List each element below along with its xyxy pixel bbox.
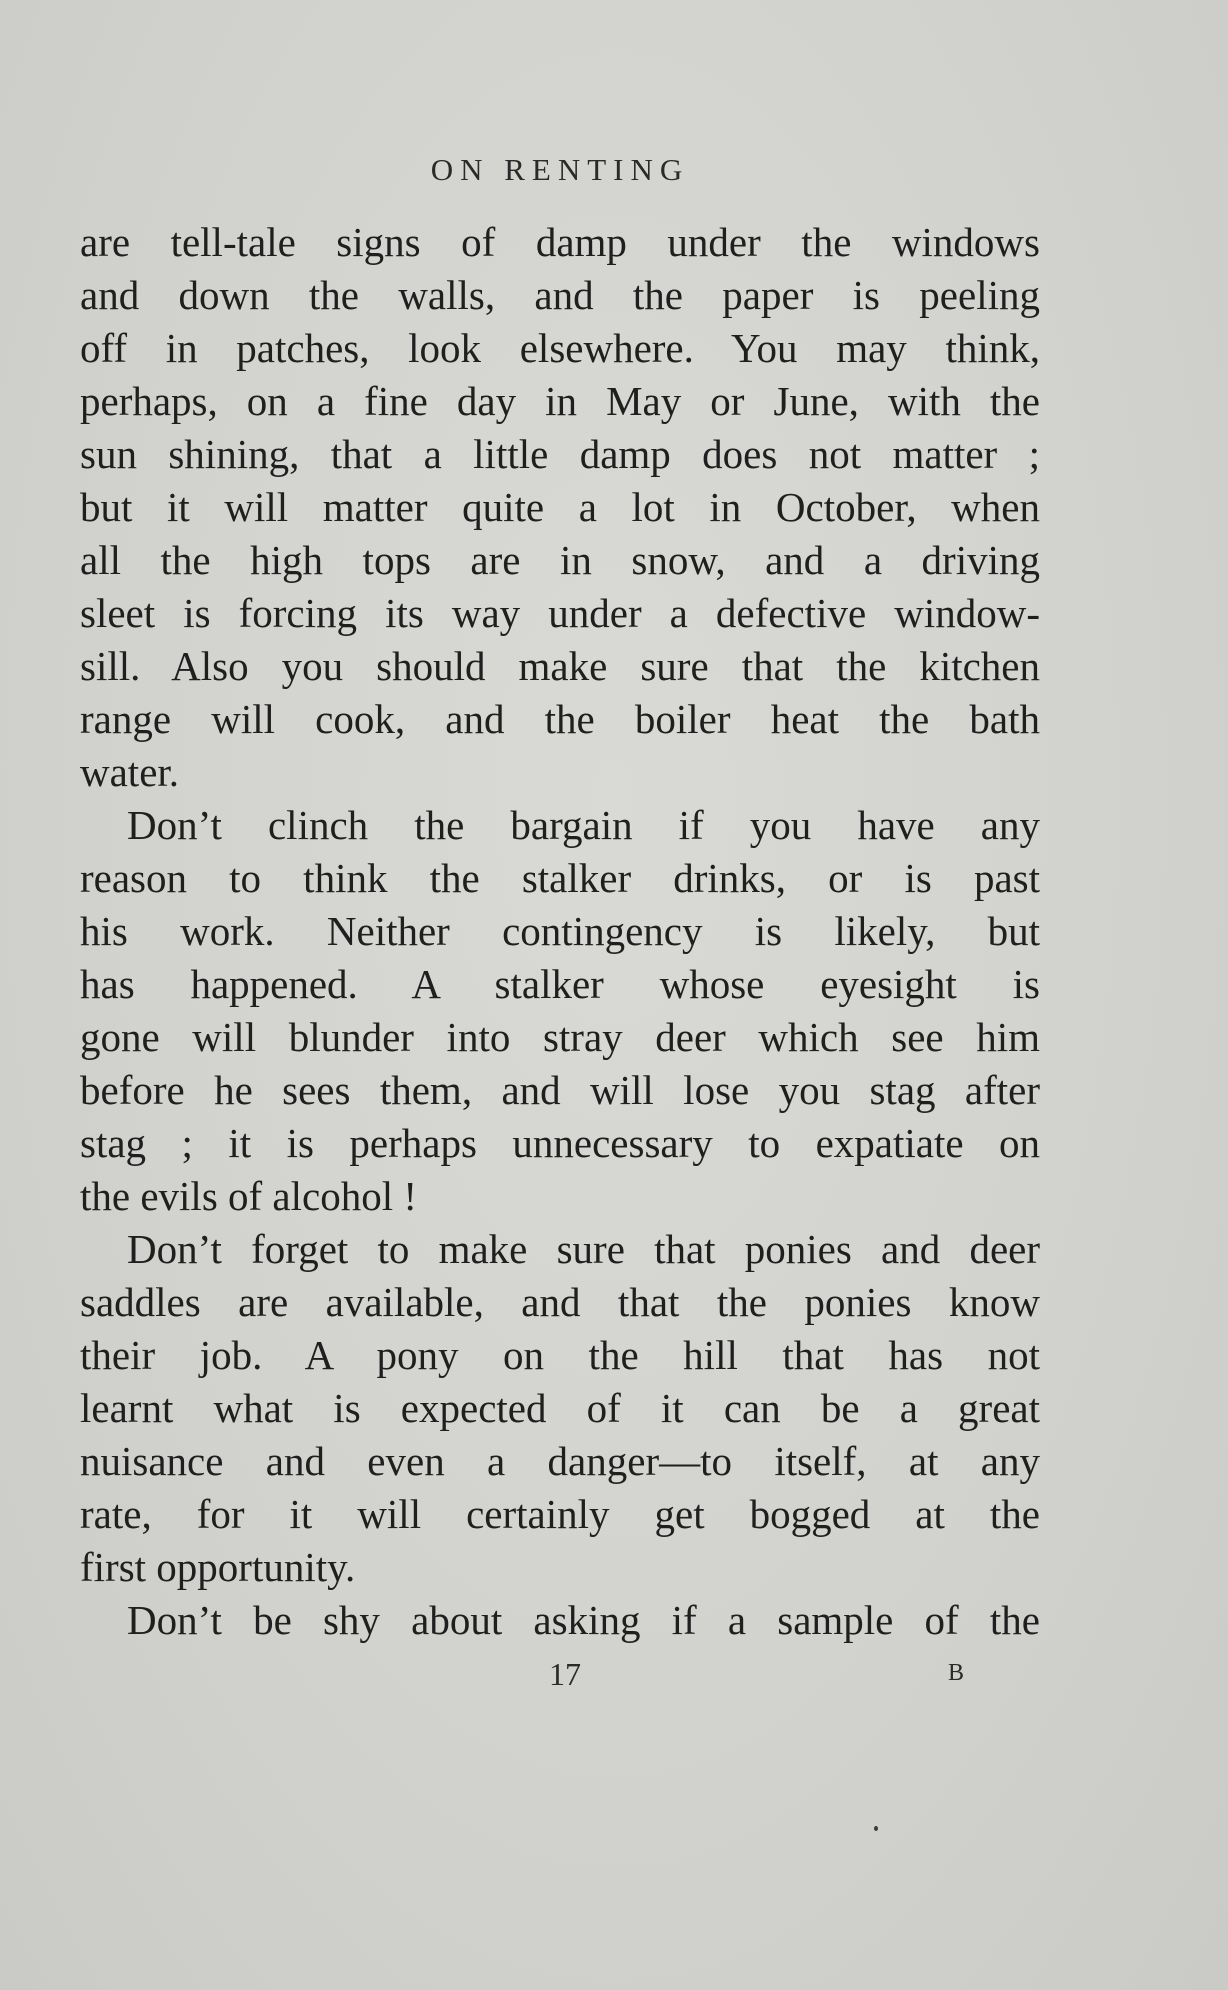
text-line: range will cook, and the boiler heat the bath [80,696,1040,742]
signature-mark: B [948,1660,967,1686]
text-line: sun shining, that a little damp does not matter ; [80,431,1040,477]
text-line: learnt what is expected of it can be a great [80,1385,1040,1431]
text-line: nuisance and even a danger—to itself, at any [80,1438,1040,1484]
text-line: all the high tops are in snow, and a driving [80,537,1040,583]
text-line: first opportunity. [80,1544,356,1590]
text-line: their job. A pony on the hill that has not [80,1332,1040,1378]
text-line: gone will blunder into stray deer which see him [80,1014,1040,1060]
text-line: off in patches, look elsewhere. You may think, [80,325,1040,371]
text-line: Don’t clinch the bargain if you have any [127,802,1040,848]
text-line: Don’t be shy about asking if a sample of the [127,1597,1040,1643]
body-text [80,216,1040,1647]
text-line: and down the walls, and the paper is peeling [80,272,1040,318]
text-line: stag ; it is perhaps unnecessary to expatiate on [80,1120,1040,1166]
text-line: are tell-tale signs of damp under the windows [80,219,1040,265]
running-head: ON RENTING [430,152,690,187]
text-line: saddles are available, and that the ponies know [80,1279,1040,1325]
text-line: rate, for it will certainly get bogged at the [80,1491,1040,1537]
text-line: sleet is forcing its way under a defective window- [80,590,1040,636]
text-line: Don’t forget to make sure that ponies and deer [127,1226,1040,1272]
text-line: before he sees them, and will lose you stag after [80,1067,1040,1113]
text-line: water. [80,749,180,795]
paper-speck [874,1826,878,1831]
text-line: his work. Neither contingency is likely, but [80,908,1040,954]
text-line: the evils of alcohol ! [80,1173,418,1219]
text-line: reason to think the stalker drinks, or is past [80,855,1040,901]
text-line: has happened. A stalker whose eyesight is [80,961,1040,1007]
page-number: 17 [549,1656,581,1692]
text-line: perhaps, on a fine day in May or June, with the [80,378,1040,424]
text-line: but it will matter quite a lot in October, when [80,484,1040,530]
text-line: sill. Also you should make sure that the kitchen [80,643,1040,689]
